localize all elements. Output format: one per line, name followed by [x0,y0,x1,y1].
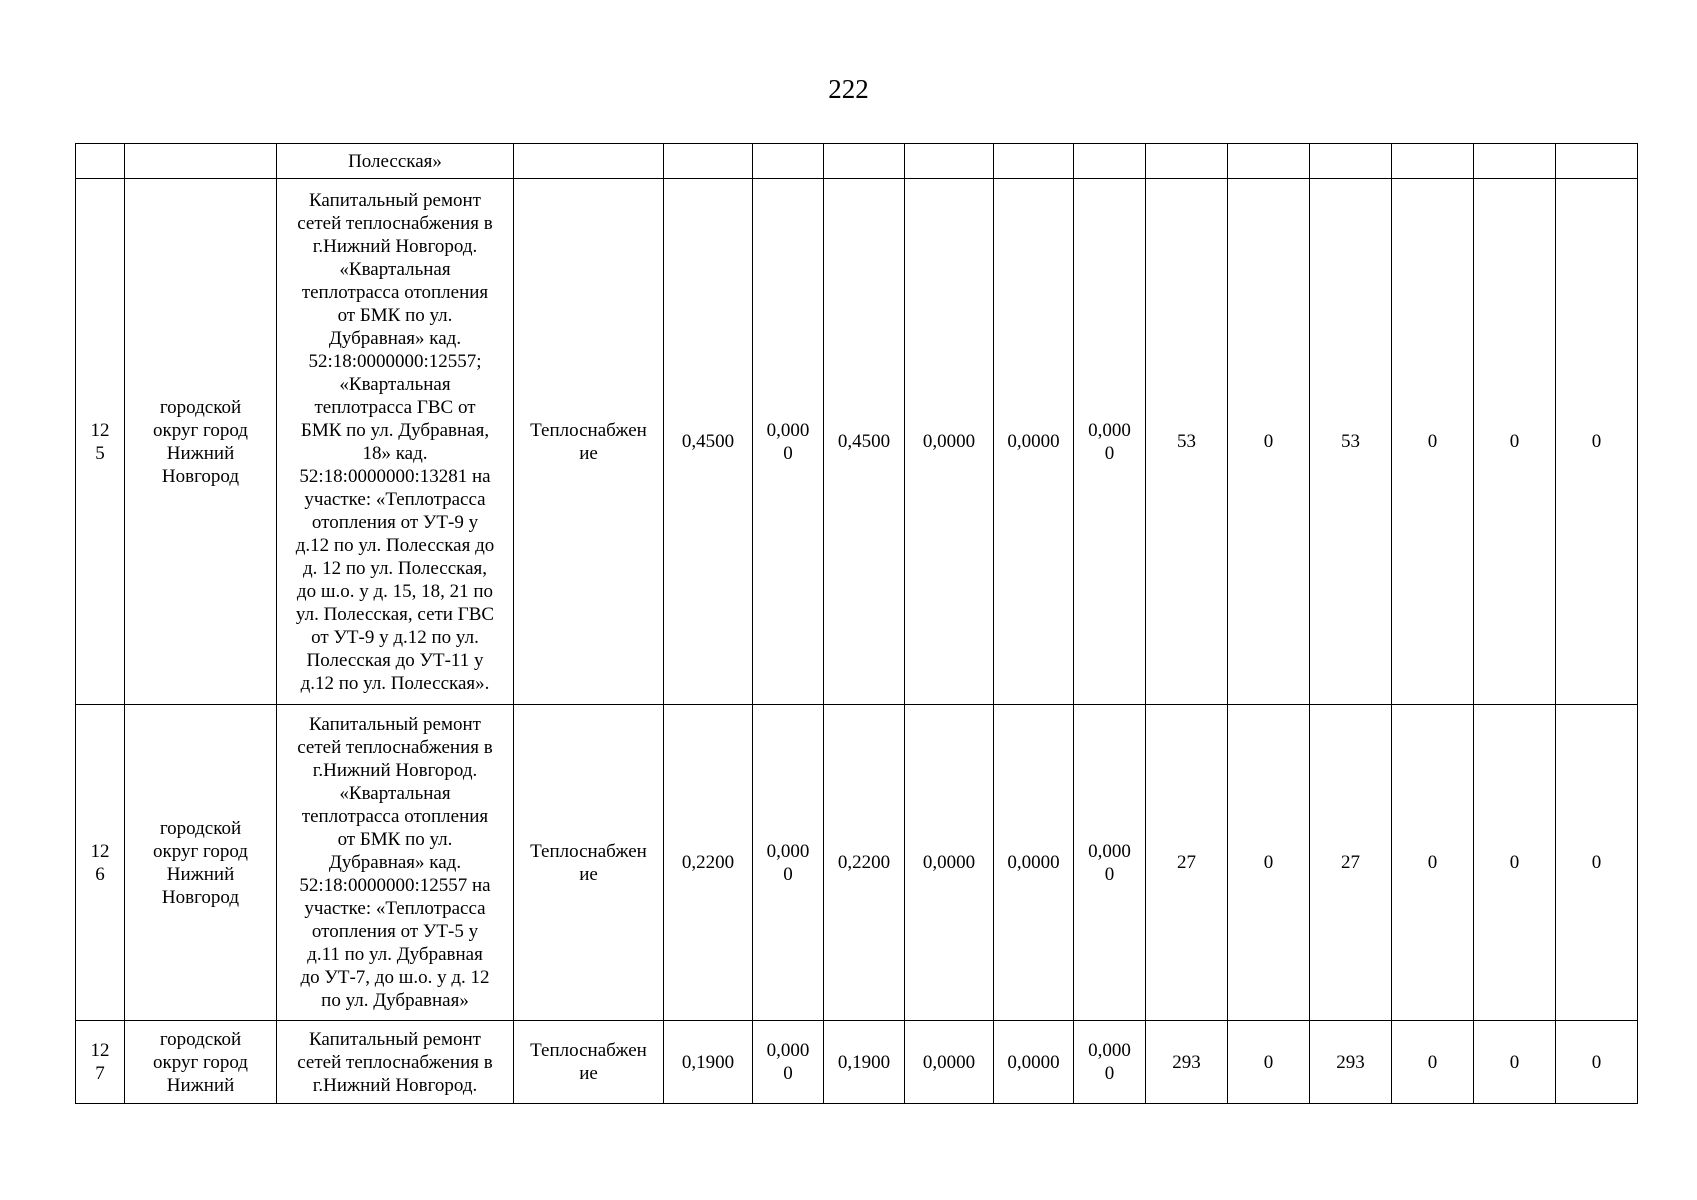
cell-type [514,144,664,179]
cell-value [905,144,994,179]
cell-value [1556,144,1638,179]
cell-description: Капитальный ремонт сетей теплоснабжения в г.Нижний Новгород. [277,1021,514,1104]
cell-value: 0 [1556,1021,1638,1104]
cell-value: 0 [1556,179,1638,705]
cell-description: Капитальный ремонт сетей теплоснабжения в г.Нижний Новгород. «Квартальная теплотрасса отопления от БМК по ул. Дубравная» кад. 52:18:0000000:12557 на участке: «Теплотрасса отопления от УТ-5 у д.11 по ул. Дубравная до УТ-7, до ш.о. у д. 12 по ул. Дубравная» [277,705,514,1021]
page-number: 222 [828,74,869,104]
table-row [76,705,1638,1021]
cell-value: 27 [1310,705,1392,1021]
cell-value [824,144,905,179]
cell-num: 12 6 [76,705,125,1021]
cell-value: 0 [1228,179,1310,705]
cell-value: 0,1900 [664,1021,753,1104]
cell-type: Теплоснабжен ие [514,705,664,1021]
cell-value: 0,1900 [824,1021,905,1104]
cell-value [1146,144,1228,179]
cell-value: 0 [1228,705,1310,1021]
cell-value: 0,0000 [905,1021,994,1104]
cell-num [76,144,125,179]
cell-municipality: городской округ город Нижний [125,1021,277,1104]
cell-value: 0,0000 [905,705,994,1021]
cell-num: 12 7 [76,1021,125,1104]
cell-value: 0,000 0 [753,705,824,1021]
cell-value: 0 [1474,705,1556,1021]
cell-municipality: городской округ город Нижний Новгород [125,705,277,1021]
cell-value: 0,2200 [664,705,753,1021]
program-table [75,143,1638,1104]
cell-value: 0,0000 [905,179,994,705]
cell-num: 12 5 [76,179,125,705]
cell-value: 0,0000 [994,1021,1074,1104]
cell-description: Капитальный ремонт сетей теплоснабжения в г.Нижний Новгород. «Квартальная теплотрасса отопления от БМК по ул. Дубравная» кад. 52:18:0000000:12557; «Квартальная теплотрасса ГВС от БМК по ул. Дубравная, 18» кад. 52:18:0000000:13281 на участке: «Теплотрасса отопления от УТ-9 у д.12 по ул. Полесская до д. 12 по ул. Полесская, до ш.о. у д. 15, 18, 21 по ул. Полесская, сети ГВС от УТ-9 у д.12 по ул. Полесская до УТ-11 у д.12 по ул. Полесская». [277,179,514,705]
cell-value: 0,000 0 [1074,1021,1146,1104]
cell-value: 0 [1392,179,1474,705]
cell-value: 0 [1474,1021,1556,1104]
cell-value: 0,0000 [994,705,1074,1021]
table-row [76,179,1638,705]
cell-value: 0,4500 [824,179,905,705]
cell-value: 0,4500 [664,179,753,705]
cell-value: 53 [1310,179,1392,705]
cell-value: 0 [1392,1021,1474,1104]
cell-type: Теплоснабжен ие [514,1021,664,1104]
cell-value: 27 [1146,705,1228,1021]
cell-value: 293 [1310,1021,1392,1104]
cell-value: 0,2200 [824,705,905,1021]
cell-value [1474,144,1556,179]
cell-value [753,144,824,179]
cell-value [1228,144,1310,179]
cell-value [994,144,1074,179]
cell-type: Теплоснабжен ие [514,179,664,705]
cell-value [1074,144,1146,179]
cell-description: Полесская» [277,144,514,179]
cell-value: 0 [1228,1021,1310,1104]
cell-value: 0,000 0 [1074,705,1146,1021]
cell-value: 53 [1146,179,1228,705]
cell-value: 0 [1474,179,1556,705]
cell-value: 0,0000 [994,179,1074,705]
cell-value: 0 [1392,705,1474,1021]
cell-municipality [125,144,277,179]
table-row-continuation [76,144,1638,179]
cell-value [1392,144,1474,179]
cell-value [1310,144,1392,179]
cell-value: 0,000 0 [1074,179,1146,705]
cell-value [664,144,753,179]
table-row [76,1021,1638,1104]
cell-value: 0 [1556,705,1638,1021]
cell-municipality: городской округ город Нижний Новгород [125,179,277,705]
cell-value: 0,000 0 [753,1021,824,1104]
cell-value: 0,000 0 [753,179,824,705]
cell-value: 293 [1146,1021,1228,1104]
